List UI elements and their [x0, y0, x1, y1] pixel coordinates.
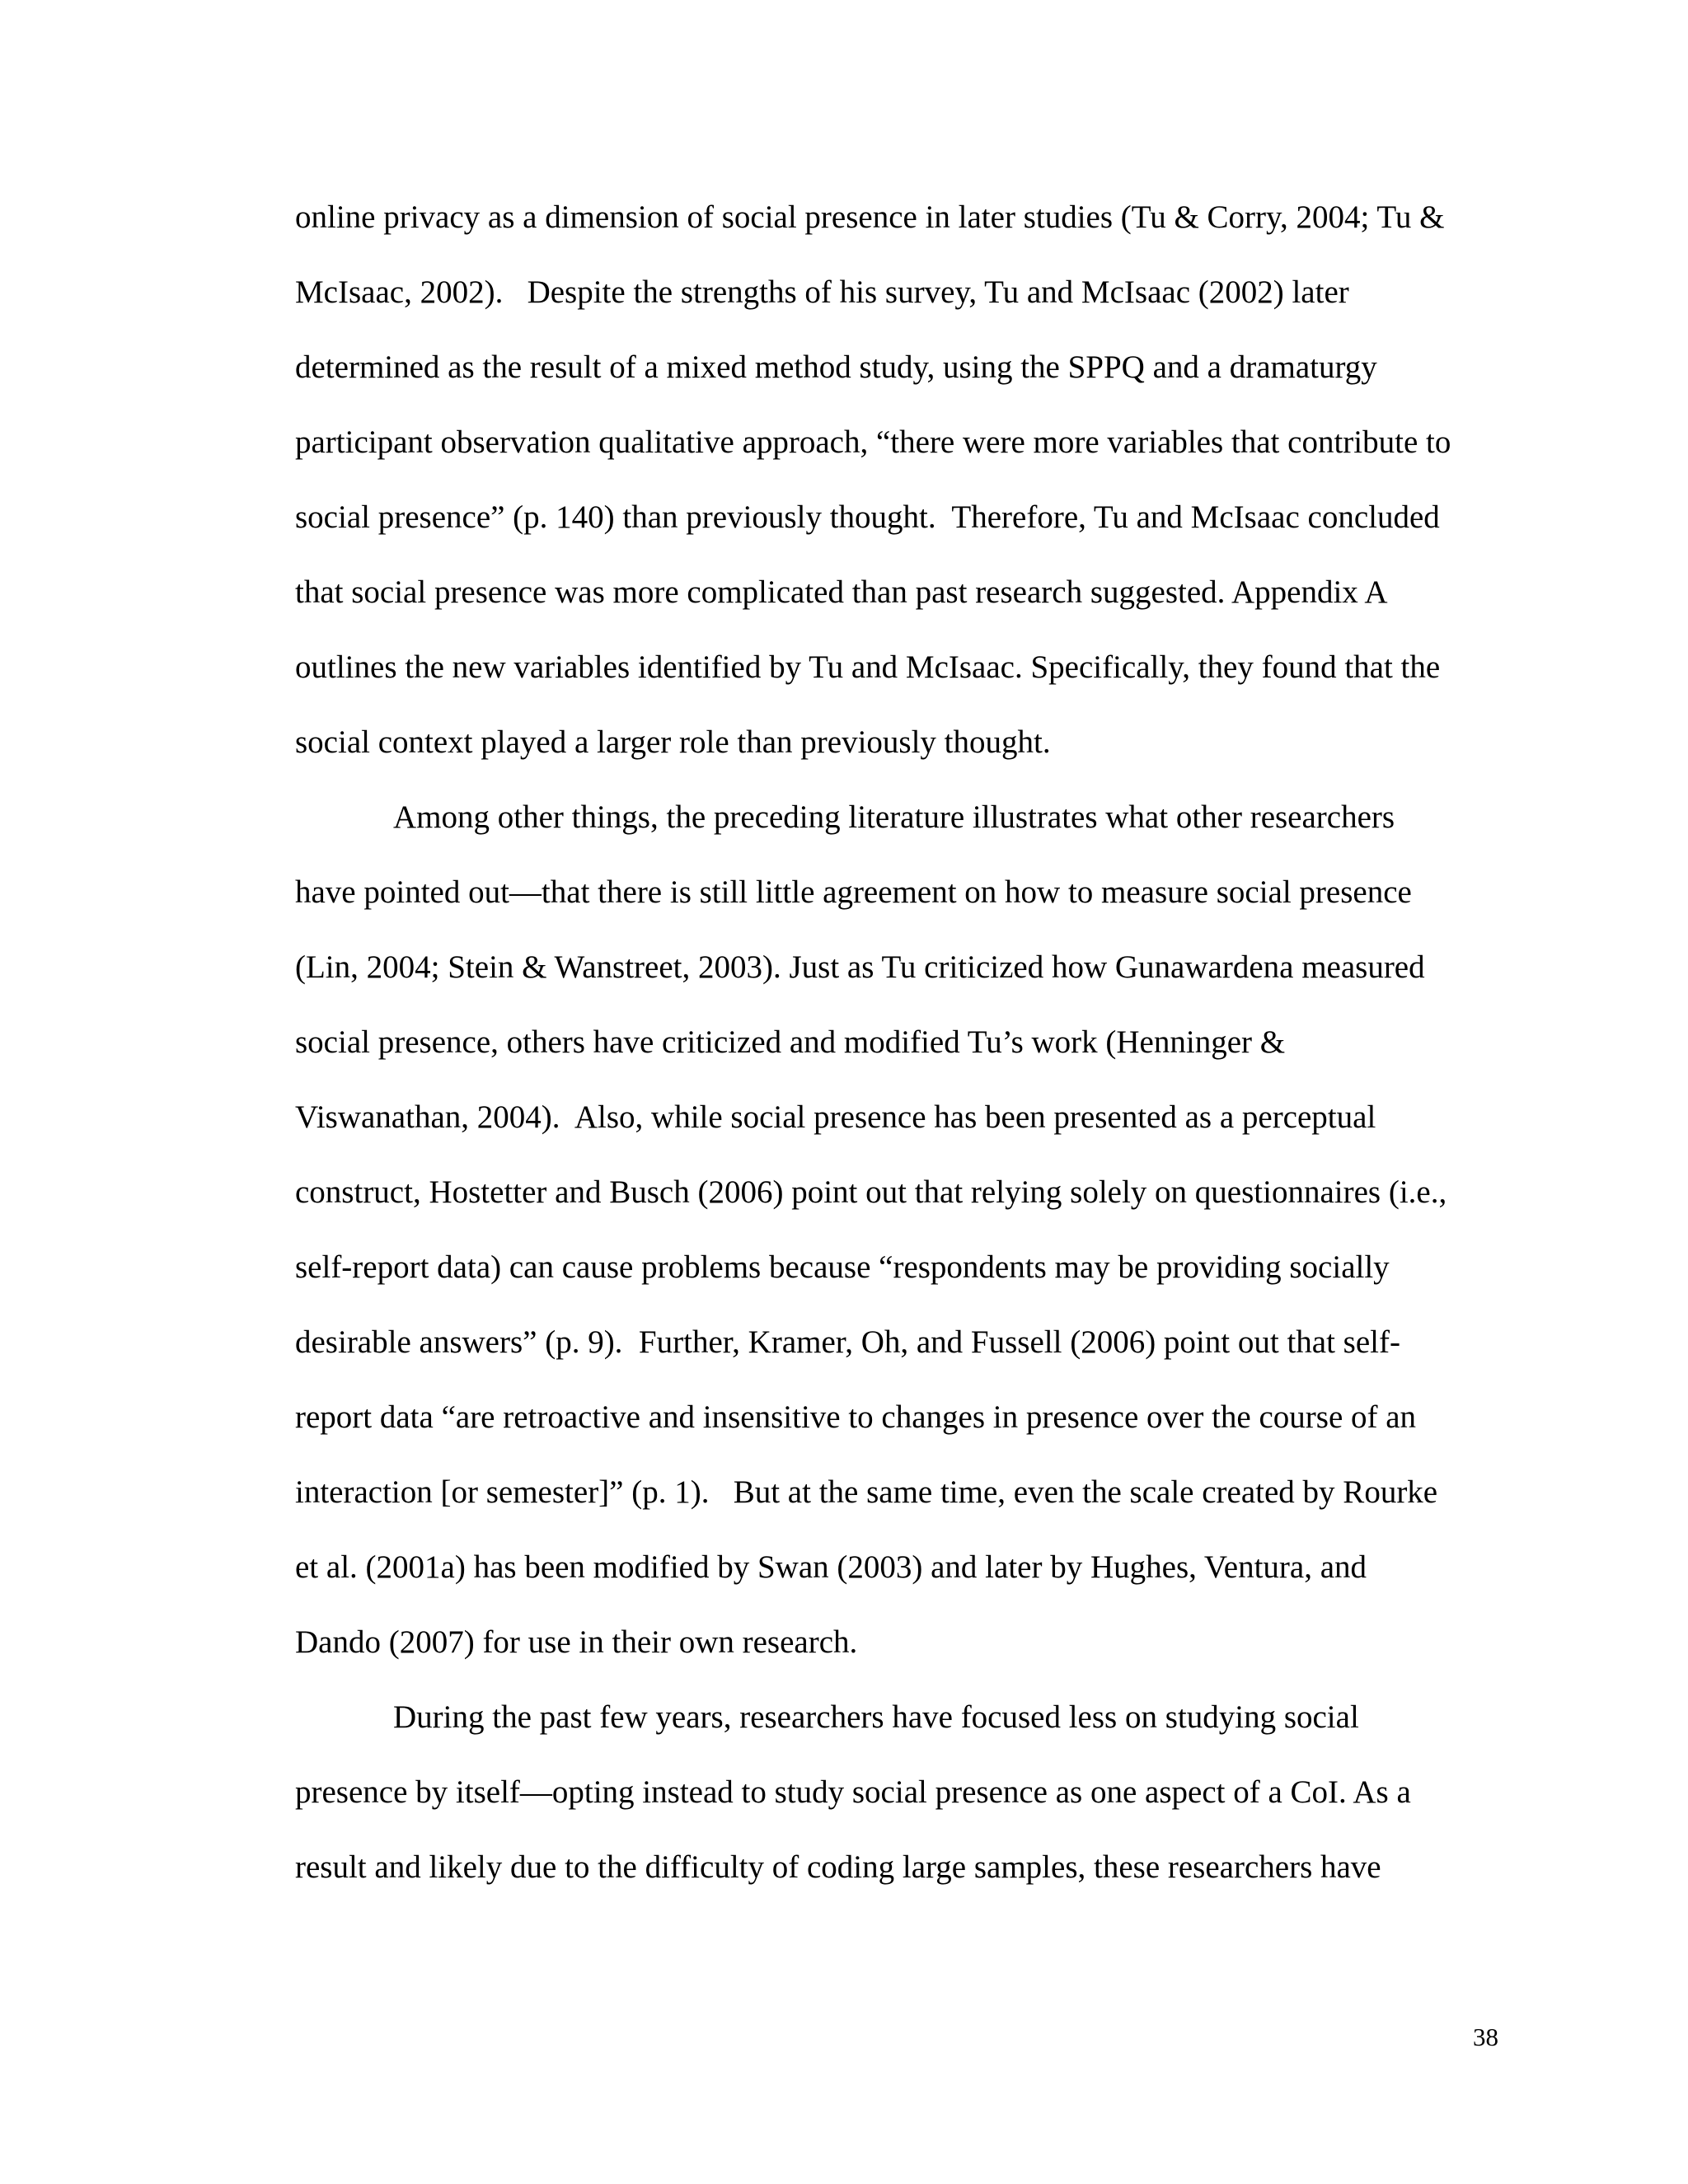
text-line: Dando (2007) for use in their own research.: [295, 1624, 858, 1660]
text-line: social context played a larger role than previously thought.: [295, 724, 1051, 760]
paragraph-first-line: Among other things, the preceding literature illustrates what other researchers: [393, 799, 1395, 835]
text-line: report data “are retroactive and insensitive to changes in presence over the course of an: [295, 1399, 1417, 1435]
text-line: online privacy as a dimension of social presence in later studies (Tu & Corry, 2004; Tu &: [295, 199, 1445, 235]
text-line: have pointed out—that there is still little agreement on how to measure social presence: [295, 874, 1412, 910]
text-line: determined as the result of a mixed method study, using the SPPQ and a dramaturgy: [295, 349, 1377, 385]
text-line: social presence, others have criticized and modified Tu’s work (Henninger &: [295, 1024, 1286, 1060]
text-line: participant observation qualitative approach, “there were more variables that contribute to: [295, 424, 1451, 460]
body-text: [295, 191, 1482, 1916]
text-line: interaction [or semester]” (p. 1). But at the same time, even the scale created by Rourke: [295, 1474, 1438, 1510]
text-line: Viswanathan, 2004). Also, while social presence has been presented as a perceptual: [295, 1099, 1376, 1135]
text-line: construct, Hostetter and Busch (2006) point out that relying solely on questionnaires (i.e.,: [295, 1174, 1447, 1210]
text-line: McIsaac, 2002). Despite the strengths of his survey, Tu and McIsaac (2002) later: [295, 274, 1349, 310]
text-line: self-report data) can cause problems because “respondents may be providing socially: [295, 1249, 1390, 1285]
text-line: result and likely due to the difficulty of coding large samples, these researchers have: [295, 1849, 1381, 1885]
text-line: that social presence was more complicated than past research suggested. Appendix A: [295, 574, 1388, 610]
text-line: (Lin, 2004; Stein & Wanstreet, 2003). Just as Tu criticized how Gunawardena measured: [295, 949, 1425, 985]
text-line: desirable answers” (p. 9). Further, Kramer, Oh, and Fussell (2006) point out that self-: [295, 1324, 1400, 1360]
text-line: presence by itself—opting instead to study social presence as one aspect of a CoI. As a: [295, 1774, 1411, 1810]
text-line: et al. (2001a) has been modified by Swan (2003) and later by Hughes, Ventura, and: [295, 1549, 1367, 1585]
paragraph-first-line: During the past few years, researchers have focused less on studying social: [393, 1699, 1359, 1735]
text-line: outlines the new variables identified by Tu and McIsaac. Specifically, they found that the: [295, 649, 1441, 685]
text-line: social presence” (p. 140) than previously thought. Therefore, Tu and McIsaac concluded: [295, 499, 1440, 535]
page-number: 38: [1473, 2022, 1498, 2051]
